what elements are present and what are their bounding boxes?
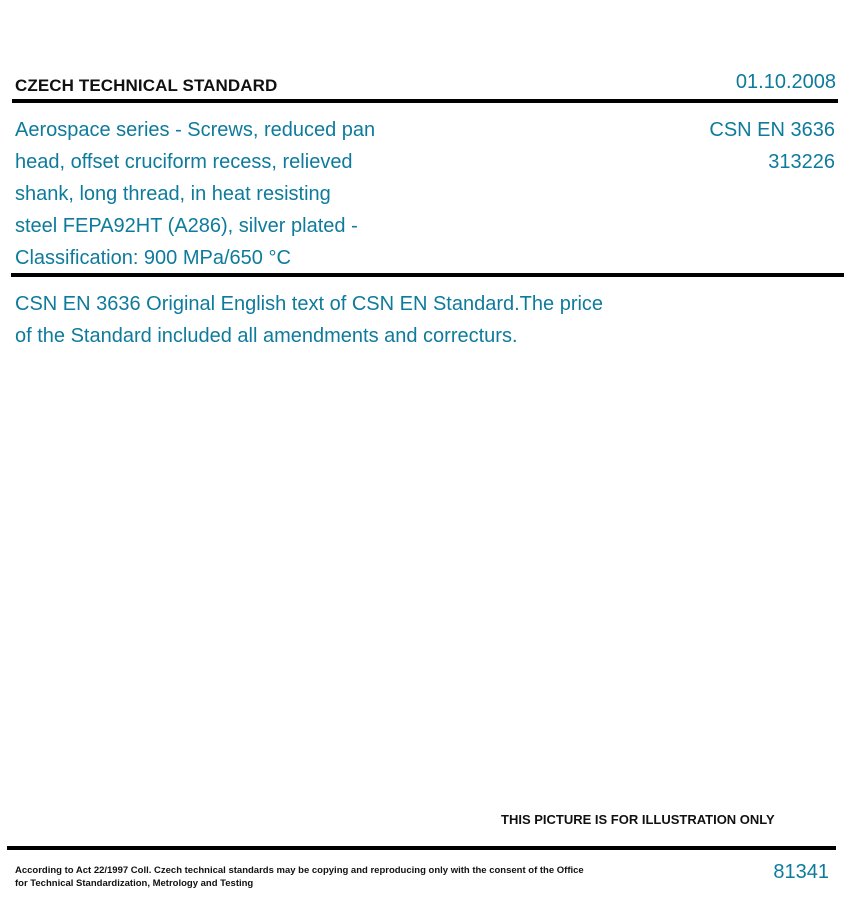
illustration-notice: THIS PICTURE IS FOR ILLUSTRATION ONLY	[501, 812, 775, 827]
standard-description	[15, 288, 655, 352]
description-line: CSN EN 3636 Original English text of CSN EN Standard.The price	[15, 293, 604, 315]
catalog-number: 81341	[773, 861, 829, 883]
title-line: steel FEPA92HT (A286), silver plated -	[15, 215, 358, 237]
footer-divider	[7, 846, 836, 850]
copyright-line: According to Act 22/1997 Coll. Czech technical standards may be copying and reproducing only with the consent of the Office	[15, 865, 584, 876]
issue-date: 01.10.2008	[735, 71, 836, 93]
copyright-note	[15, 864, 585, 890]
title-divider	[11, 273, 844, 277]
standard-title	[15, 114, 435, 274]
header-divider	[12, 99, 838, 103]
title-line: head, offset cruciform recess, relieved	[15, 151, 353, 173]
standard-code: CSN EN 3636	[709, 119, 835, 141]
copyright-line: for Technical Standardization, Metrology and Testing	[15, 878, 254, 889]
class-number: 313226	[768, 151, 835, 173]
title-line: Classification: 900 MPa/650 °C	[15, 247, 291, 269]
title-line: Aerospace series - Screws, reduced pan	[15, 119, 376, 141]
standard-codes	[709, 114, 835, 178]
description-line: of the Standard included all amendments and correcturs.	[15, 325, 518, 347]
title-line: shank, long thread, in heat resisting	[15, 183, 331, 205]
document-type-label: CZECH TECHNICAL STANDARD	[15, 76, 278, 95]
